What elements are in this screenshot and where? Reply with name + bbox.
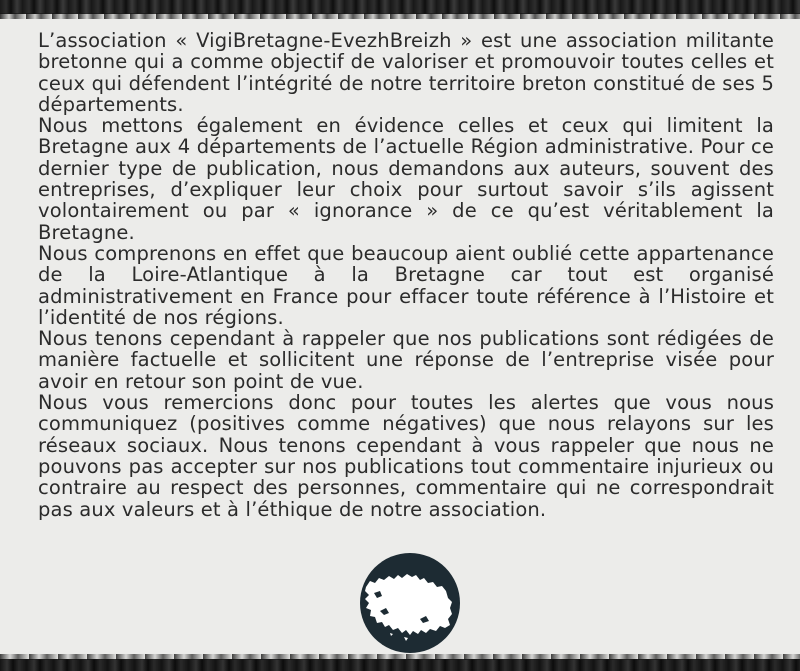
brittany-map-icon (360, 553, 460, 653)
top-grunge-border (0, 0, 800, 14)
brittany-map-logo (360, 553, 460, 653)
paragraph-thanks-alerts: Nous vous remercions donc pour toutes les alertes que vous nous communiquez (positives comme négatives) que nous relayons sur les réseaux sociaux. Nous tenons cependant à vous rappeler que nous ne pouvons pas accepter sur nos publications tout commentaire injurieux ou contraire au respect des personnes, commentaire qui ne correspondrait pas aux valeurs et à l’éthique de notre association. (38, 391, 774, 521)
bottom-grunge-border (0, 659, 800, 671)
paragraph-loire-atlantique: Nous comprenons en effet que beaucoup aient oublié cette appartenance de la Loire-Atlantique à la Bretagne car tout est organisé administrativement en France pour effacer toute référence à l’Histoire et l’identité de nos régions. (38, 241, 774, 329)
paragraph-four-departments: Nous mettons également en évidence celles et ceux qui limitent la Bretagne aux 4 départements de l’actuelle Région administrative. Pour ce dernier type de publication, nous demandons aux auteurs, souvent des entreprises, d’expliquer leur choix pour surtout savoir s’ils agissent volontairement ou par « ignorance » de ce qu’est véritablement la Bretagne. (38, 114, 774, 244)
paragraph-intro: L’association « VigiBretagne-EvezhBreizh » est une association militante bretonne qui a comme objectif de valoriser et promouvoir toutes celles et ceux qui défendent l’intégrité de notre territoire breton constitué de ses 5 départements. (38, 29, 774, 116)
paragraph-factual-publications: Nous tenons cependant à rappeler que nos publications sont rédigées de manière factuelle et sollicitent une réponse de l’entreprise visée pour avoir en retour son point de vue. (38, 327, 774, 393)
association-statement (38, 30, 774, 520)
